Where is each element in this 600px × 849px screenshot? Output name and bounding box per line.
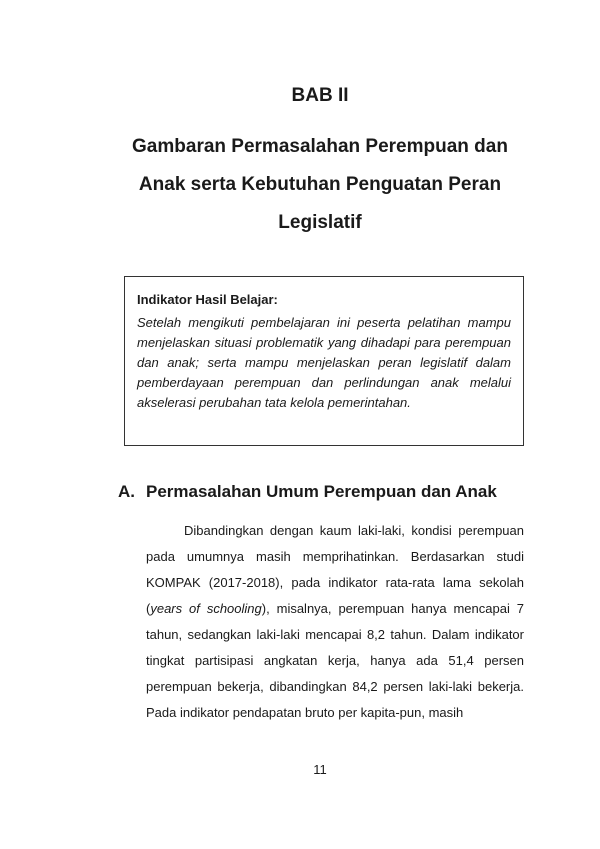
paragraph-text-part-1: Dibandingkan dengan kaum laki-laki, kondisi perempuan pada umumnya masih memprihatinkan. Berdasarkan studi KOMPAK (2017-2018), pada indikator rata-rata lama sekolah (: [146, 523, 524, 616]
section-title: Permasalahan Umum Perempuan dan Anak: [146, 482, 497, 501]
chapter-title-line-1: Gambaran Permasalahan Perempuan dan: [132, 136, 508, 157]
section-heading: [118, 480, 497, 504]
section-letter: A.: [118, 482, 135, 501]
chapter-title-line-3: Legislatif: [278, 212, 362, 233]
indicator-body: Setelah mengikuti pembelajaran ini peserta pelatihan mampu menjelaskan situasi problematik yang dihadapi para perempuan dan anak; serta mampu menjelaskan peran legislatif dalam pemberdayaan perempuan dan perlindungan anak melalui akselerasi perubahan tata kelola pemerintahan.: [137, 315, 511, 410]
chapter-label: BAB II: [291, 85, 349, 106]
paragraph-text: [146, 518, 524, 726]
indicator-heading: Indikator Hasil Belajar:: [137, 292, 278, 307]
paragraph-text-part-2: ), misalnya, perempuan hanya mencapai 7 tahun, sedangkan laki-laki mencapai 8,2 tahun. Dalam indikator tingkat partisipasi angkatan kerja, hanya ada 51,4 persen perempuan bekerja, dibandingkan 84,2 persen laki-laki bekerja. Pada indikator pendapatan bruto per kapita-pun, masih: [146, 601, 524, 720]
body-paragraph: [146, 518, 524, 726]
page-number: 11: [313, 762, 327, 777]
chapter-heading: [0, 84, 600, 242]
learning-indicator-box: [124, 276, 524, 446]
chapter-title-line-2: Anak serta Kebutuhan Penguatan Peran: [138, 174, 502, 195]
paragraph-italic-term: years of schooling: [150, 601, 262, 616]
